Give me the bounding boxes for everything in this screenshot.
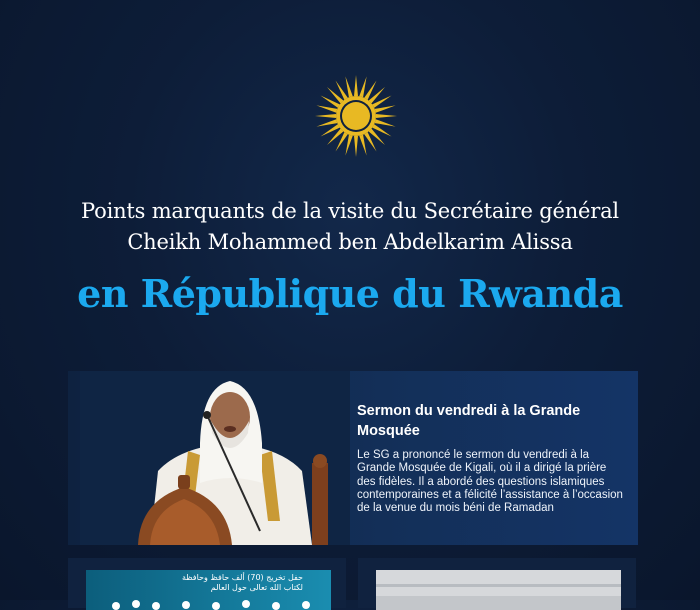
arabic-banner-line-2: لكتاب الله تعالى حول العالم xyxy=(210,583,303,592)
title-line-2: Cheikh Mohammed ben Abdelkarim Alissa xyxy=(127,230,573,254)
card-body: Le SG a prononcé le sermon du vendredi à la Grande Mosquée de Kigali, où il a dirigé la prière des fidèles. Il a abordé des questions islamiques contemporaines et a félicité l’assistance à l’occasion de la venue du mois béni de Ramadan xyxy=(357,449,623,515)
feature-card[interactable] xyxy=(68,371,638,545)
title-line-1: Points marquants de la visite du Secrétaire général xyxy=(81,199,619,223)
building-illustration xyxy=(376,570,621,610)
title-block xyxy=(0,196,700,318)
arabic-banner-line-1: حفل تخريج (70) ألف حافظ وحافظة xyxy=(181,573,303,582)
crowd-illustration xyxy=(86,570,331,610)
thumbnail-left[interactable] xyxy=(68,558,346,608)
card-title: Sermon du vendredi à la Grande Mosquée xyxy=(357,403,581,439)
sun-emblem-icon xyxy=(314,74,398,158)
card-text xyxy=(357,401,625,515)
thumbnail-right[interactable] xyxy=(358,558,636,608)
headline: en République du Rwanda xyxy=(77,271,623,316)
speaker-photo xyxy=(80,351,350,545)
building-photo xyxy=(376,570,621,610)
graduation-photo xyxy=(86,570,331,610)
